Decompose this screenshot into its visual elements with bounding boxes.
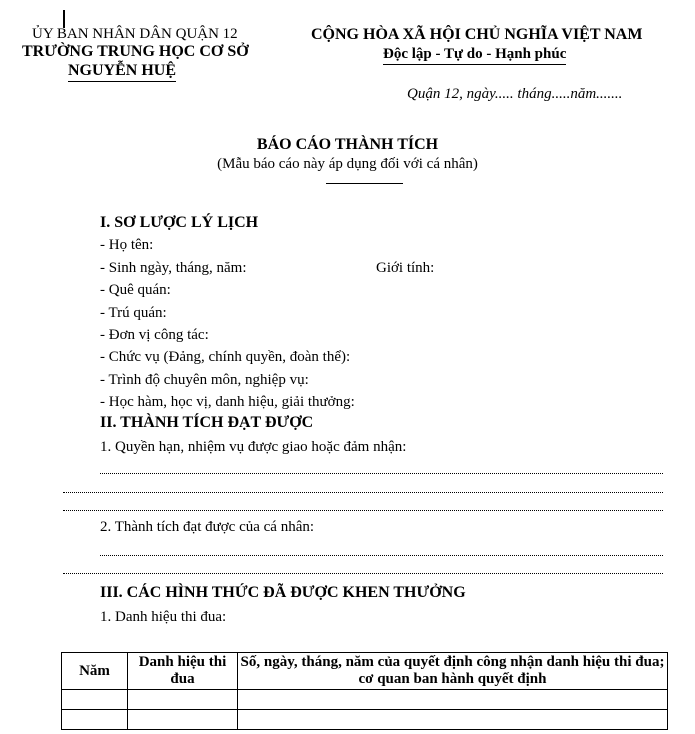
title-divider [326,183,403,184]
field-workplace: - Đơn vị công tác: [100,327,209,343]
field-position: - Chức vụ (Đảng, chính quyền, đoàn thể): [100,349,351,365]
org-line-1: ỦY BAN NHÂN DÂN QUẬN 12 [32,26,238,42]
nation-title: CỘNG HÒA XÃ HỘI CHỦ NGHĨA VIỆT NAM [311,26,643,43]
field-degrees: - Học hàm, học vị, danh hiệu, giải thưởng: [100,394,355,410]
section-2-heading: II. THÀNH TÍCH ĐẠT ĐƯỢC [100,414,314,431]
field-gender: Giới tính: [376,260,435,276]
nation-motto: Độc lập - Tự do - Hạnh phúc [383,46,566,65]
document-subtitle: (Mẫu báo cáo này áp dụng đối với cá nhân) [217,156,478,172]
section-3-heading: III. CÁC HÌNH THỨC ĐÃ ĐƯỢC KHEN THƯỞNG [100,584,466,601]
field-residence: - Trú quán: [100,305,167,321]
awards-table [61,652,668,730]
field-hometown: - Quê quán: [100,282,171,298]
org-line-2: TRƯỜNG TRUNG HỌC CƠ SỞ [22,43,249,60]
field-birth: - Sinh ngày, tháng, năm: [100,260,247,276]
dotted-line [63,492,663,493]
section-3-item-1: 1. Danh hiệu thi đua: [100,609,227,625]
table-row [62,710,668,730]
org-line-3: NGUYỄN HUỆ [68,62,176,82]
table-row [62,690,668,710]
header-year: Năm [62,653,128,690]
table-cell[interactable] [128,690,238,710]
field-qualification: - Trình độ chuyên môn, nghiệp vụ: [100,372,309,388]
header-decision: Số, ngày, tháng, năm của quyết định công nhận danh hiệu thi đua; cơ quan ban hành quyết định [238,653,668,690]
table-cell[interactable] [62,690,128,710]
table-cell[interactable] [128,710,238,730]
table-cell[interactable] [62,710,128,730]
dotted-line [63,573,663,574]
table-header-row [62,653,668,690]
table-cell[interactable] [238,690,668,710]
section-2-item-1: 1. Quyền hạn, nhiệm vụ được giao hoặc đảm nhận: [100,439,407,455]
section-1-heading: I. SƠ LƯỢC LÝ LỊCH [100,214,259,231]
dotted-line [100,473,663,474]
section-2-item-2: 2. Thành tích đạt được của cá nhân: [100,519,315,535]
field-name: - Họ tên: [100,237,154,253]
table-cell[interactable] [238,710,668,730]
date-line: Quận 12, ngày..... tháng.....năm....... [407,86,623,102]
header-title: Danh hiệu thi đua [128,653,238,690]
dotted-line [63,510,663,511]
document-title: BÁO CÁO THÀNH TÍCH [256,136,439,153]
dotted-line [100,555,663,556]
